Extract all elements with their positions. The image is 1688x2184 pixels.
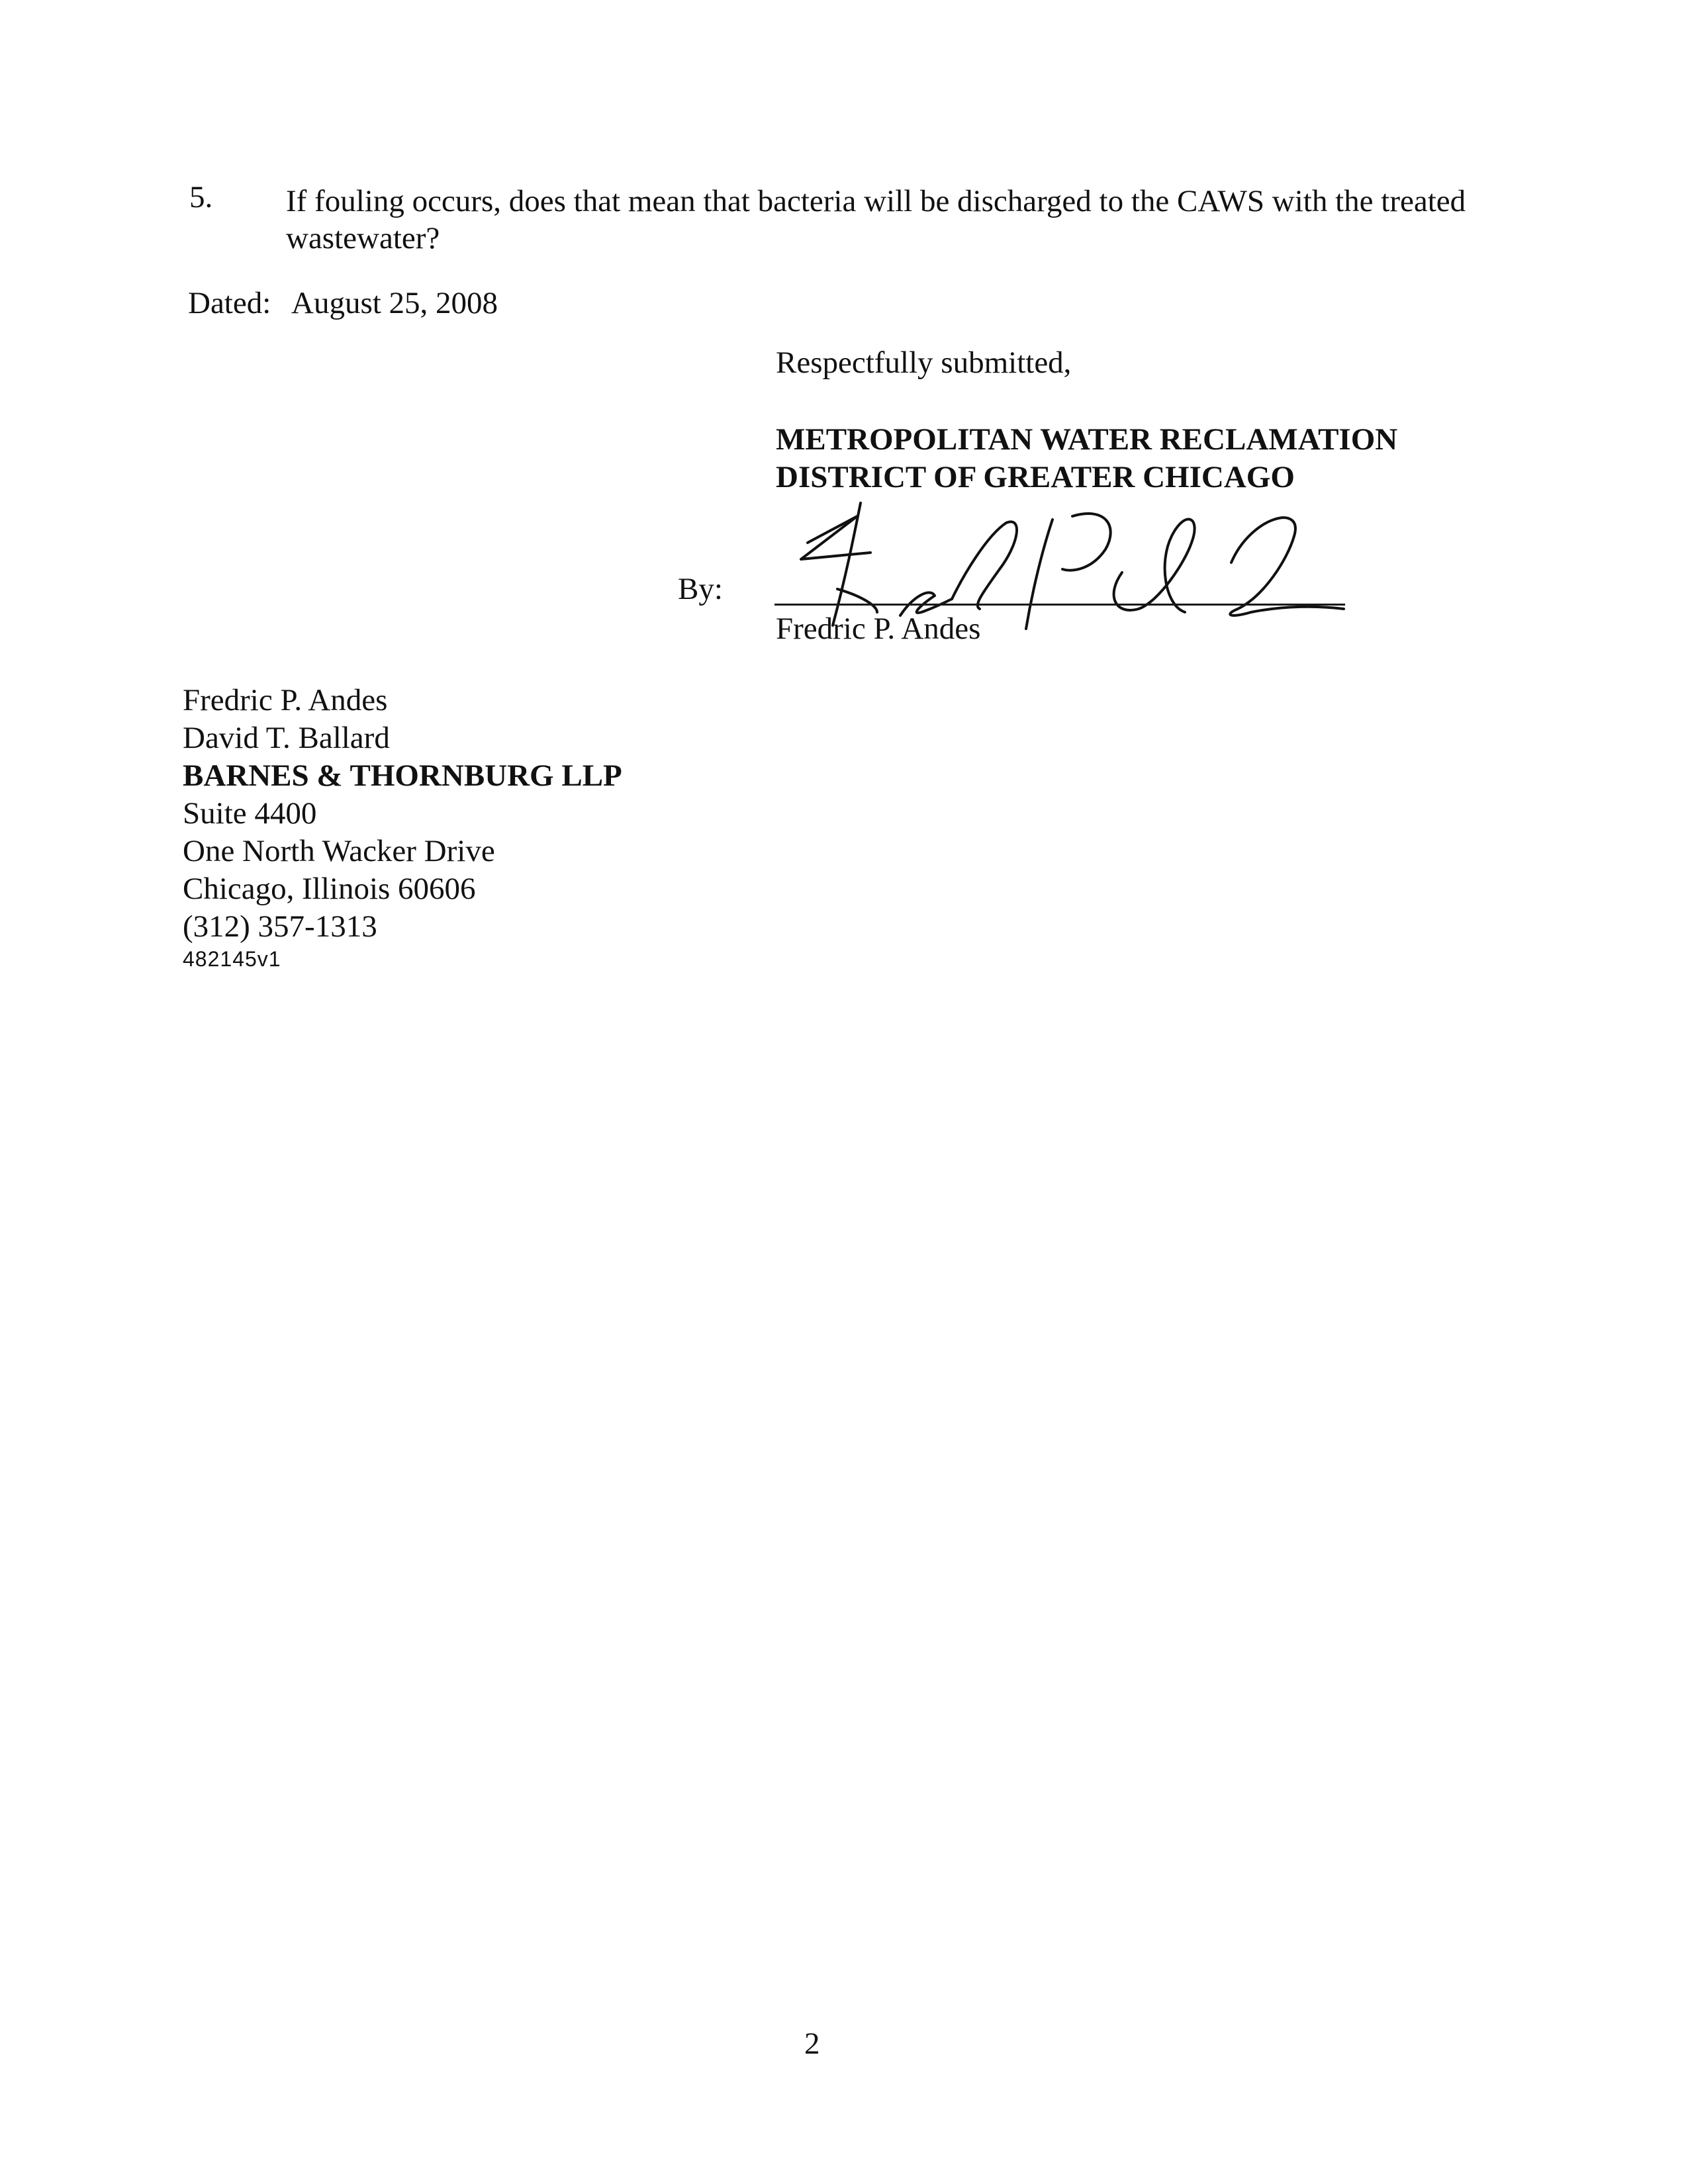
counsel-name-1: Fredric P. Andes bbox=[183, 683, 388, 717]
closing-text: Respectfully submitted, bbox=[776, 345, 1072, 380]
question-number: 5. bbox=[189, 180, 213, 214]
organization-name-line-2: DISTRICT OF GREATER CHICAGO bbox=[776, 460, 1295, 494]
dated-value: August 25, 2008 bbox=[291, 286, 498, 320]
by-label: By: bbox=[678, 572, 723, 606]
dated-label: Dated: bbox=[188, 286, 271, 320]
city-line: Chicago, Illinois 60606 bbox=[183, 872, 476, 906]
signature-line bbox=[774, 604, 1345, 606]
page-number: 2 bbox=[804, 2026, 820, 2061]
organization-name-line-1: METROPOLITAN WATER RECLAMATION bbox=[776, 422, 1398, 457]
counsel-name-2: David T. Ballard bbox=[183, 721, 390, 755]
question-text: If fouling occurs, does that mean that bacteria will be discharged to the CAWS with the treated wastewater? bbox=[286, 184, 1466, 255]
counsel-address-block bbox=[183, 682, 622, 972]
street-line: One North Wacker Drive bbox=[183, 834, 495, 868]
signer-name: Fredric P. Andes bbox=[776, 612, 981, 646]
suite-line: Suite 4400 bbox=[183, 796, 317, 831]
law-firm-name: BARNES & THORNBURG LLP bbox=[183, 758, 622, 793]
phone-line: (312) 357-1313 bbox=[183, 909, 377, 944]
document-id: 482145v1 bbox=[183, 947, 281, 971]
